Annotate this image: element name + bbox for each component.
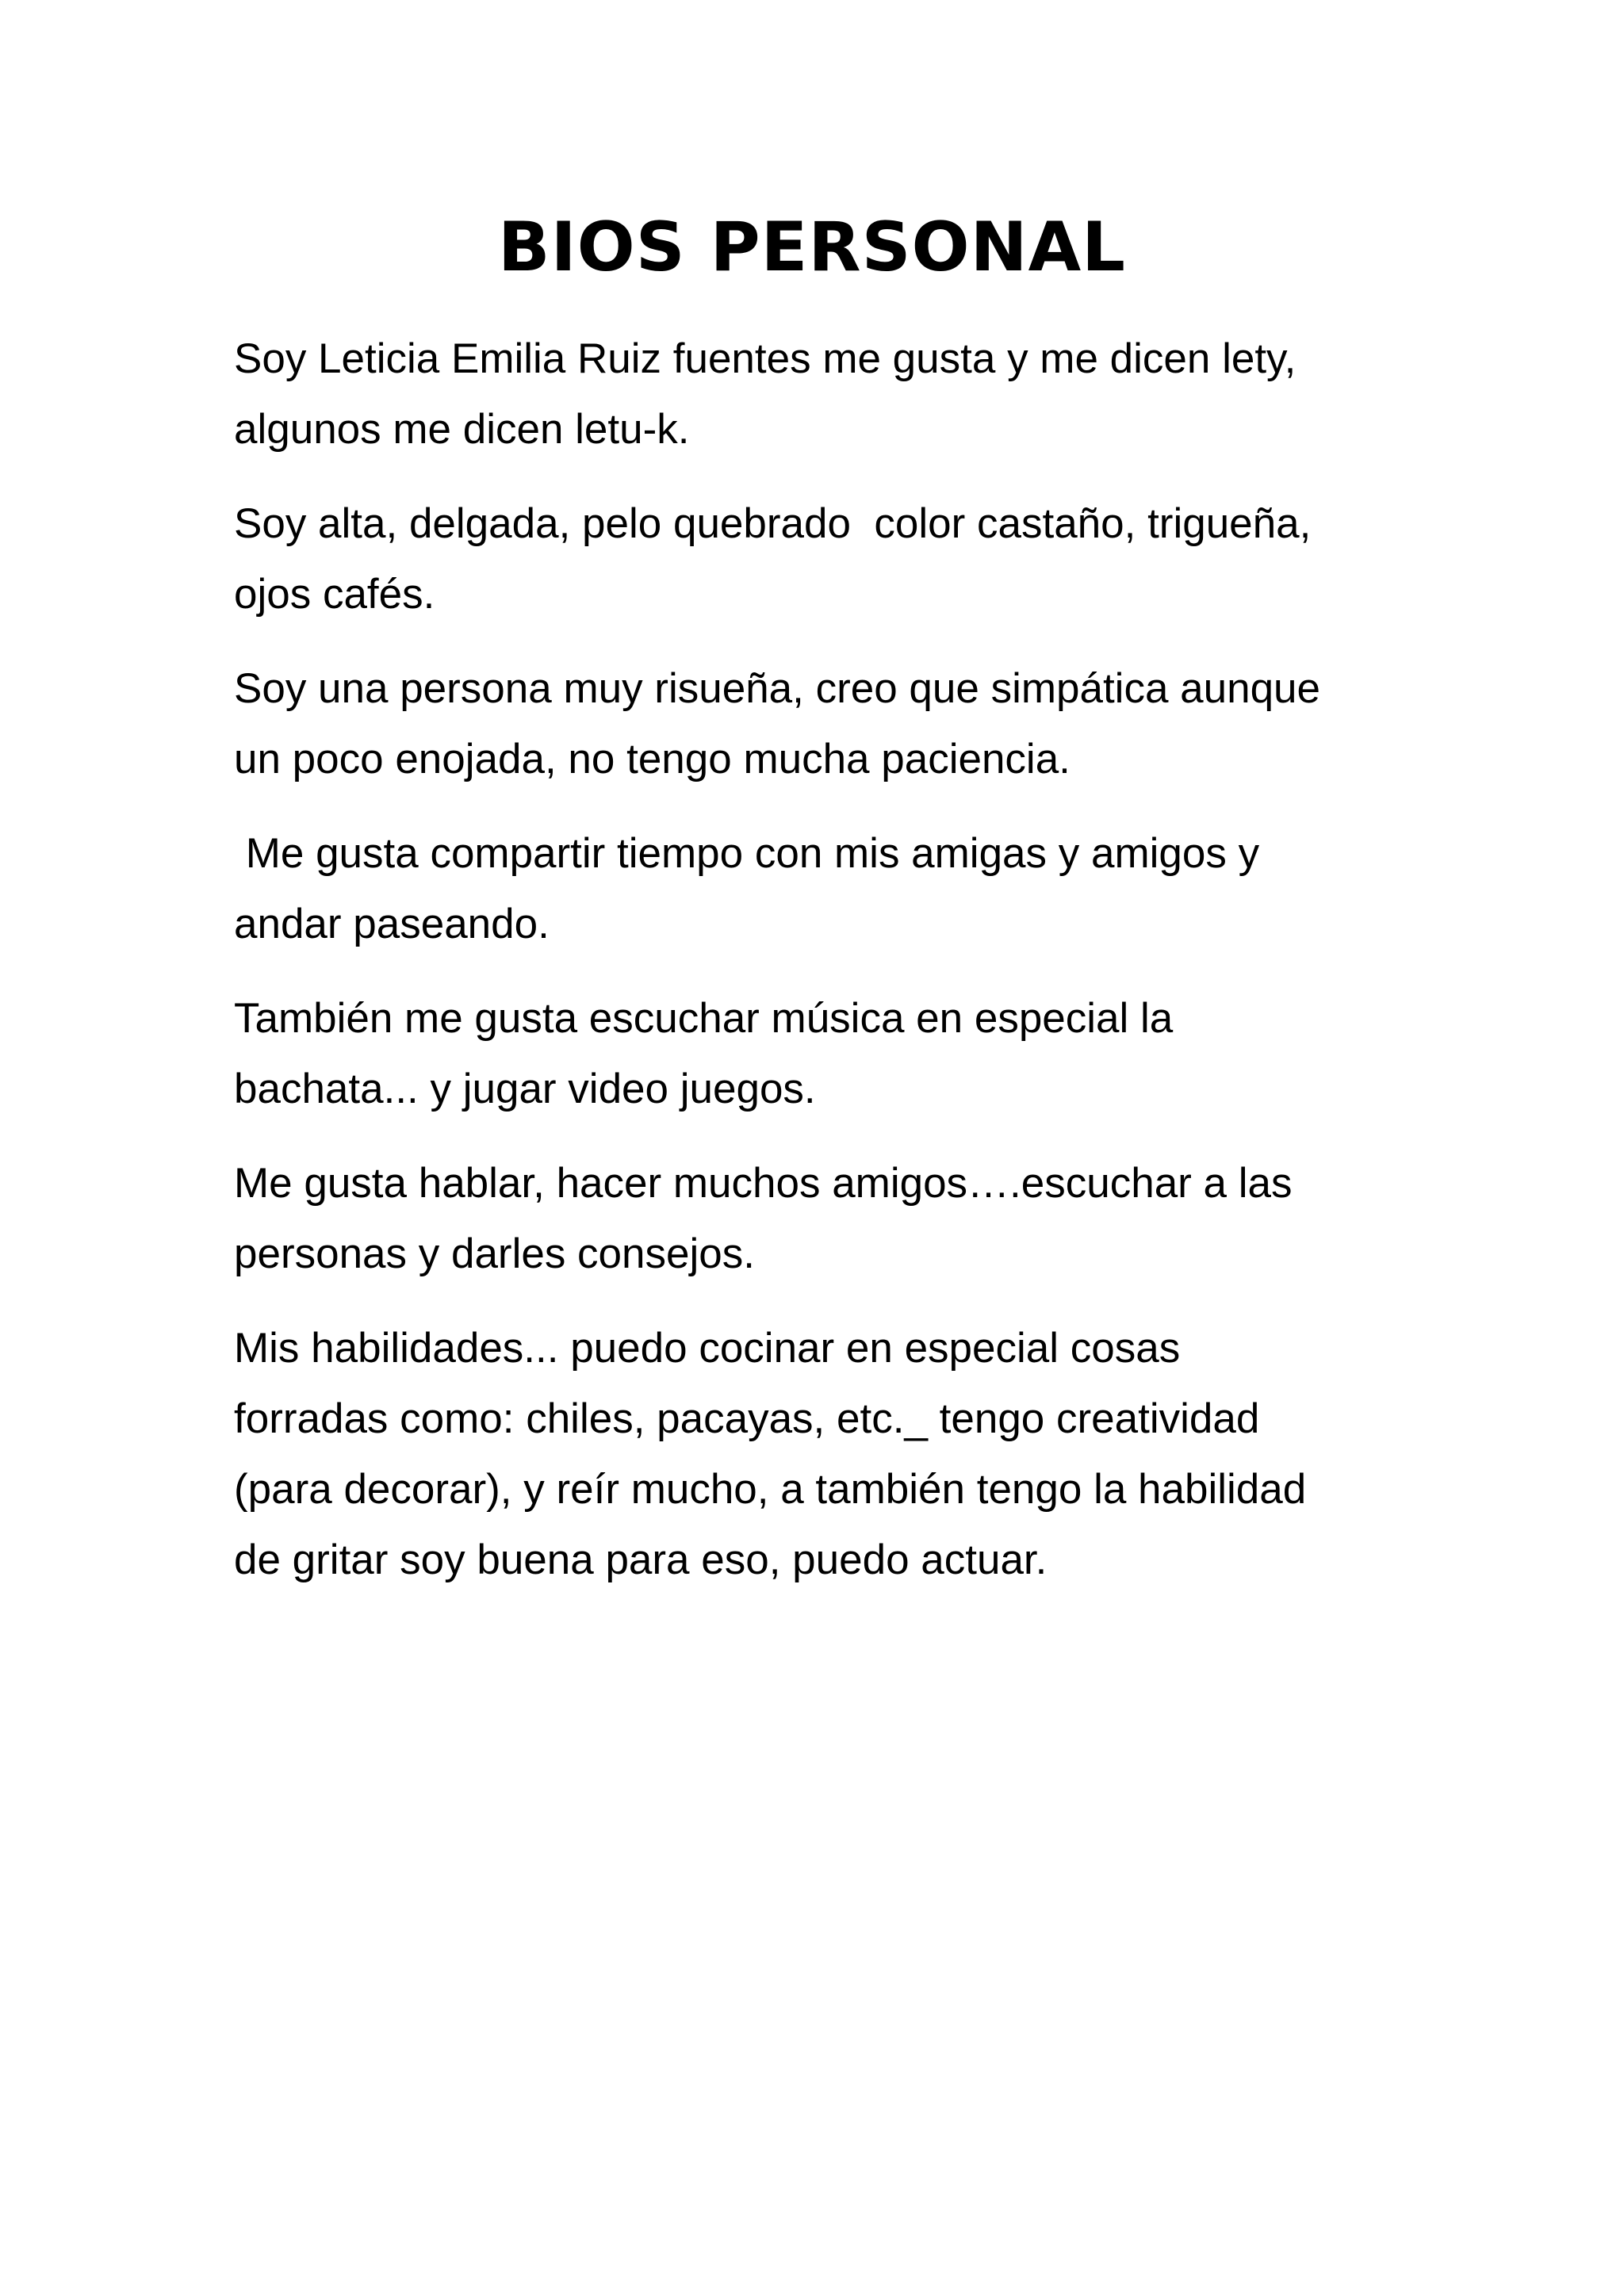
paragraph-skills [234,1313,1423,1595]
paragraph-line: Soy Leticia Emilia Ruiz fuentes me gusta y me dicen lety, [234,335,1297,382]
paragraph-line: Soy una persona muy risueña, creo que simpática aunque [234,665,1321,712]
paragraph-personality [234,653,1423,794]
paragraph-line: Mis habilidades... puedo cocinar en especial cosas [234,1325,1181,1372]
paragraph-line: algunos me dicen letu-k. [234,406,690,453]
paragraph-line: ojos cafés. [234,571,435,618]
paragraph-line: Soy alta, delgada, pelo quebrado color castaño, trigueña, [234,500,1312,547]
paragraph-line: de gritar soy buena para eso, puedo actuar. [234,1536,1048,1583]
paragraph-name [234,323,1423,465]
paragraph-line: Me gusta hablar, hacer muchos amigos….escuchar a las [234,1160,1293,1207]
paragraph-line: andar paseando. [234,901,550,947]
page-title: BIOS PERSONAL [498,208,1126,287]
paragraph-line: un poco enojada, no tengo mucha paciencia. [234,736,1071,783]
paragraph-social [234,1148,1423,1289]
paragraph-line: personas y darles consejos. [234,1230,755,1277]
paragraph-friends [234,818,1423,959]
paragraph-appearance [234,488,1423,629]
paragraph-line: (para decorar), y reír mucho, a también tengo la habilidad [234,1466,1307,1513]
document-body [234,323,1423,1619]
paragraph-line: Me gusta compartir tiempo con mis amigas y amigos y [234,830,1260,877]
paragraph-line: forradas como: chiles, pacayas, etc._ tengo creatividad [234,1395,1260,1442]
paragraph-line: bachata... y jugar video juegos. [234,1066,816,1112]
paragraph-hobbies [234,983,1423,1124]
paragraph-line: También me gusta escuchar música en especial la [234,995,1174,1042]
